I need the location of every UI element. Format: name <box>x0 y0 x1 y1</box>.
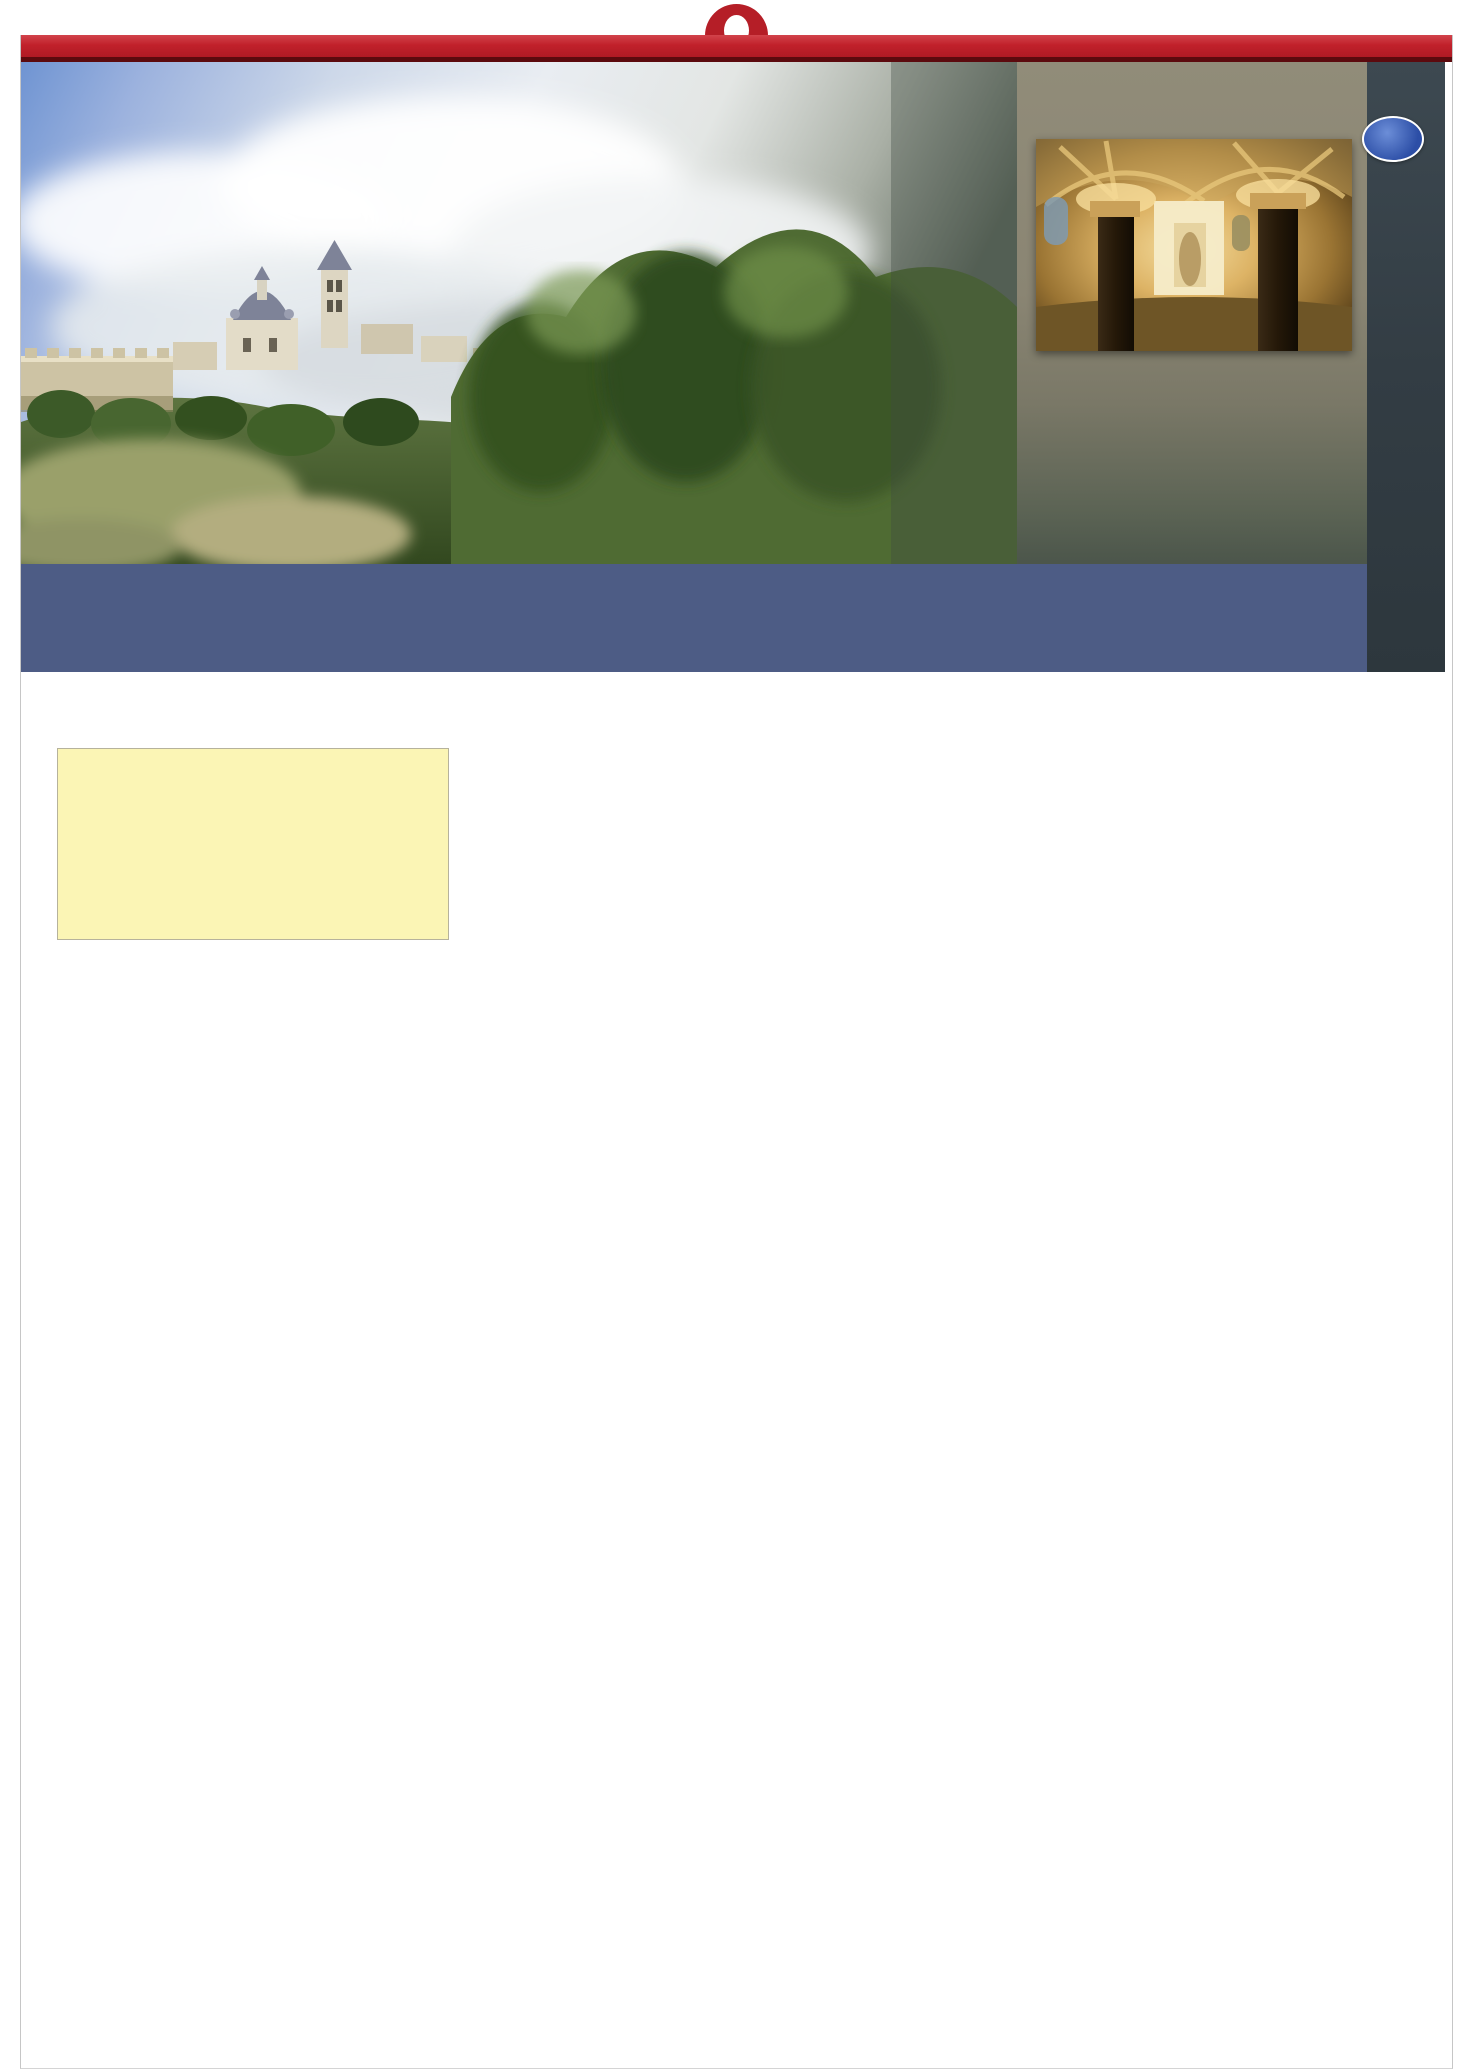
month-number <box>1017 368 1367 628</box>
statue <box>1179 232 1201 286</box>
stained-glass-window <box>1044 197 1068 245</box>
hanging-bar <box>20 35 1453 62</box>
main-photo-jerusalem <box>21 62 1017 564</box>
inset-photo-interior <box>1036 139 1352 351</box>
brand-logo <box>1330 84 1440 170</box>
mini-calendars-box <box>57 748 449 940</box>
floor <box>1036 297 1352 351</box>
logo-badge <box>1362 116 1424 162</box>
calendar-grid <box>55 746 1420 1762</box>
weekday-header <box>55 700 1420 746</box>
